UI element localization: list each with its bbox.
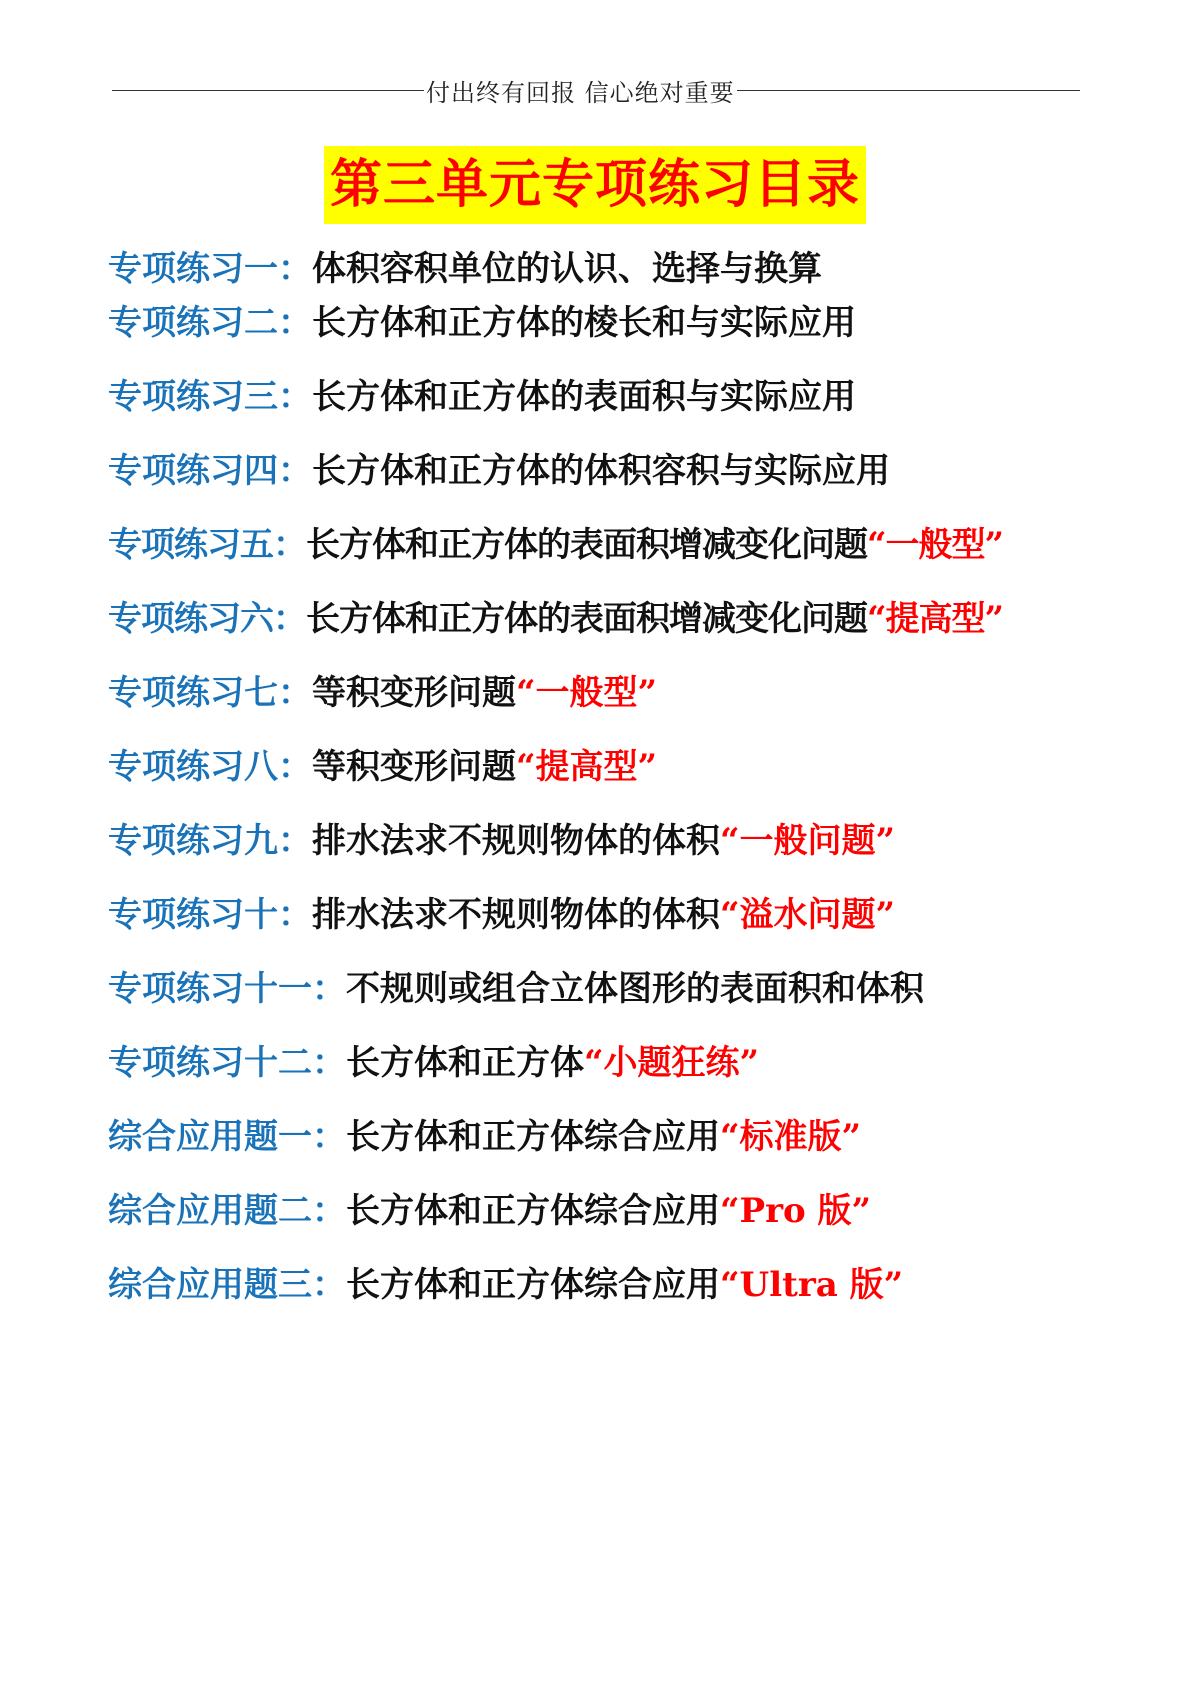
item-tag: “Ultra 版”: [720, 1265, 904, 1305]
item-tag: “小题狂练”: [584, 1043, 760, 1083]
toc-item[interactable]: [108, 891, 895, 939]
item-tag: “溢水问题”: [720, 895, 896, 935]
item-label: 专项练习五: [108, 525, 273, 565]
item-topic: 长方体和正方体: [346, 1043, 584, 1083]
item-topic: 排水法求不规则物体的体积: [312, 895, 720, 935]
item-label: 专项练习四: [108, 451, 278, 491]
item-colon: ：: [312, 1265, 346, 1305]
toc-item[interactable]: [108, 669, 657, 717]
page-title: 第三单元专项练习目录: [324, 146, 866, 224]
item-colon: ：: [278, 303, 312, 343]
header-rule-right: [737, 90, 1080, 91]
item-colon: ：: [278, 249, 312, 289]
toc-item[interactable]: [108, 965, 924, 1013]
item-topic: 等积变形问题: [312, 747, 516, 787]
toc-item[interactable]: [108, 1187, 871, 1235]
toc-item[interactable]: [108, 373, 856, 421]
page-header: [112, 70, 1080, 110]
item-colon: ：: [273, 599, 306, 639]
item-colon: ：: [312, 1117, 346, 1157]
toc-item[interactable]: [108, 1113, 861, 1161]
item-tag: “一般型”: [867, 525, 1004, 565]
item-label: 专项练习二: [108, 303, 278, 343]
item-topic: 等积变形问题: [312, 673, 516, 713]
toc-item[interactable]: [108, 447, 890, 495]
header-motto: 付出终有回报 信心绝对重要: [426, 78, 735, 107]
toc-item[interactable]: [108, 299, 856, 347]
item-topic: 长方体和正方体的表面积增减变化问题: [306, 525, 867, 565]
item-topic: 排水法求不规则物体的体积: [312, 821, 720, 861]
item-topic: 长方体和正方体综合应用: [346, 1265, 720, 1305]
toc-item[interactable]: [108, 1261, 903, 1309]
item-label: 专项练习七: [108, 673, 278, 713]
item-label: 专项练习十: [108, 895, 278, 935]
item-topic: 长方体和正方体的表面积与实际应用: [312, 377, 856, 417]
toc-item[interactable]: [108, 595, 1003, 643]
item-topic: 长方体和正方体综合应用: [346, 1191, 720, 1231]
item-colon: ：: [278, 673, 312, 713]
toc-item[interactable]: [108, 743, 657, 791]
item-topic: 长方体和正方体的表面积增减变化问题: [306, 599, 867, 639]
toc-item[interactable]: [108, 521, 1003, 569]
item-topic: 长方体和正方体的棱长和与实际应用: [312, 303, 856, 343]
title-wrapper: [0, 146, 1190, 224]
item-colon: ：: [312, 969, 346, 1009]
header-rule-left: [112, 90, 424, 91]
item-colon: ：: [278, 895, 312, 935]
item-label: 专项练习八: [108, 747, 278, 787]
item-colon: ：: [312, 1043, 346, 1083]
item-label: 综合应用题三: [108, 1265, 312, 1305]
item-label: 专项练习十二: [108, 1043, 312, 1083]
item-colon: ：: [278, 821, 312, 861]
item-label: 综合应用题二: [108, 1191, 312, 1231]
item-tag: “Pro 版”: [720, 1191, 872, 1231]
item-topic: 体积容积单位的认识、选择与换算: [312, 249, 822, 289]
item-tag: “标准版”: [720, 1117, 862, 1157]
item-colon: ：: [278, 747, 312, 787]
item-label: 专项练习一: [108, 249, 278, 289]
item-topic: 不规则或组合立体图形的表面积和体积: [346, 969, 924, 1009]
toc-item[interactable]: [108, 245, 822, 293]
item-colon: ：: [312, 1191, 346, 1231]
item-colon: ：: [273, 525, 306, 565]
item-label: 专项练习三: [108, 377, 278, 417]
item-label: 综合应用题一: [108, 1117, 312, 1157]
item-colon: ：: [278, 377, 312, 417]
toc-item[interactable]: [108, 817, 895, 865]
item-topic: 长方体和正方体综合应用: [346, 1117, 720, 1157]
item-colon: ：: [278, 451, 312, 491]
item-label: 专项练习十一: [108, 969, 312, 1009]
item-topic: 长方体和正方体的体积容积与实际应用: [312, 451, 890, 491]
item-label: 专项练习九: [108, 821, 278, 861]
toc-item[interactable]: [108, 1039, 759, 1087]
item-tag: “提高型”: [516, 747, 658, 787]
item-tag: “一般问题”: [720, 821, 896, 861]
item-tag: “一般型”: [516, 673, 658, 713]
item-tag: “提高型”: [867, 599, 1004, 639]
item-label: 专项练习六: [108, 599, 273, 639]
